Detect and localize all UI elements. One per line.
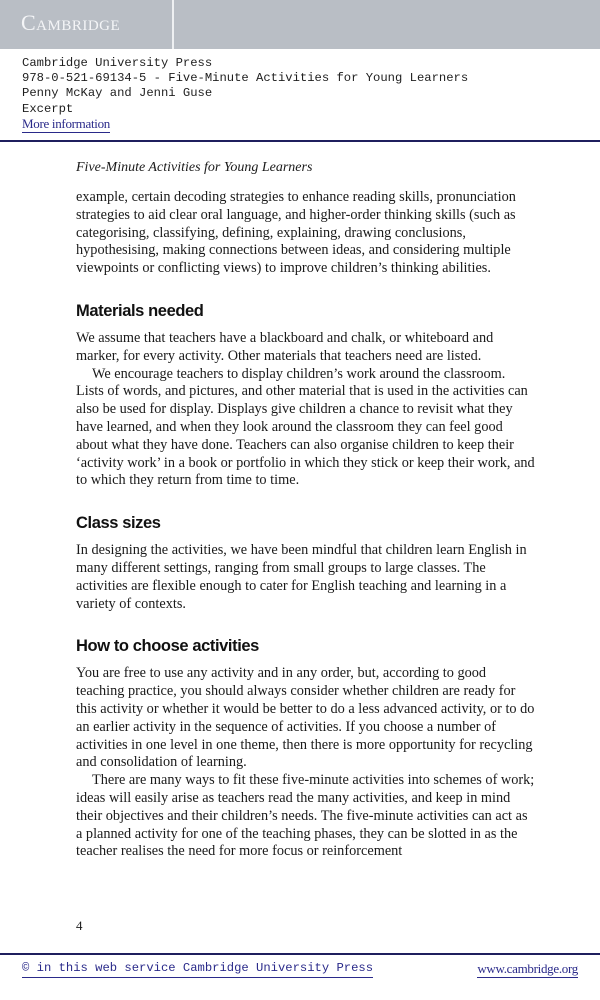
book-metadata — [22, 56, 468, 133]
page-number: 4 — [76, 918, 83, 933]
running-head: Five-Minute Activities for Young Learners — [76, 160, 313, 175]
isbn-title: 978-0-521-69134-5 - Five-Minute Activities for Young Learners — [22, 71, 469, 86]
paragraph: We assume that teachers have a blackboard and chalk, or whiteboard and marker, for every activity. Other materials that teachers need are listed. — [76, 329, 494, 364]
more-information-link[interactable]: More information — [22, 115, 110, 131]
paragraph: There are many ways to fit these five-minute activities into schemes of work; ideas will easily arise as teachers read the many activities, and keep in mind their objectives and their children’s needs. The five-minute activities can act as a planned activity for one of the teaching phases, they can be slotted in as the teacher realises the need for more focus or reinforcement — [76, 772, 535, 860]
document-type: Excerpt — [22, 101, 74, 116]
heading-how-to-choose-activities: How to choose activities — [76, 637, 259, 656]
paragraph: You are free to use any activity and in any order, but, according to good teaching practice, you should always consider whether children are ready for this activity or whether it would be better to do a less advanced activity, or to do an earlier activity in the sequence of activities. If you choose a number of activities in one level in one theme, then there is more opportunity for recycling and consolidation of learning. — [76, 665, 535, 771]
copyright-link[interactable]: © in this web service Cambridge University Press — [22, 961, 373, 978]
header-divider — [172, 0, 174, 49]
heading-class-sizes: Class sizes — [76, 514, 161, 533]
cambridge-logo: Cambridge — [21, 10, 121, 35]
brand-header-band — [0, 0, 600, 49]
website-link[interactable]: www.cambridge.org — [477, 961, 578, 976]
page-content — [76, 159, 536, 861]
paragraph: We encourage teachers to display children’s work around the classroom. Lists of words, and pictures, and other material that is used in the activities can also be used for display. Displays give children a chance to revisit what they have learned, and when they look around the classroom they can feel good about what they have done. Teachers can also organise children to keep their ‘activity work’ in a book or portfolio in which they stick or keep their work, and to which they return from time to time. — [76, 365, 535, 489]
heading-materials-needed: Materials needed — [76, 301, 204, 320]
paragraph: In designing the activities, we have been mindful that children learn English in many different settings, ranging from small groups to large classes. The activities are flexible enough to cater for English teaching and learning in a variety of contexts. — [76, 542, 527, 612]
header-rule — [0, 140, 600, 142]
authors: Penny McKay and Jenni Guse — [22, 86, 213, 101]
footer-rule — [0, 953, 600, 955]
publisher-name: Cambridge University Press — [22, 56, 213, 70]
intro-paragraph: example, certain decoding strategies to enhance reading skills, pronunciation strategies to aid clear oral language, and higher-order thinking skills (such as categorising, classifying, defining, explaining, drawing conclusions, hypothesising, making connections between ideas, and considering multiple viewpoints or conflicting views) to improve children’s thinking abilities. — [76, 189, 516, 277]
